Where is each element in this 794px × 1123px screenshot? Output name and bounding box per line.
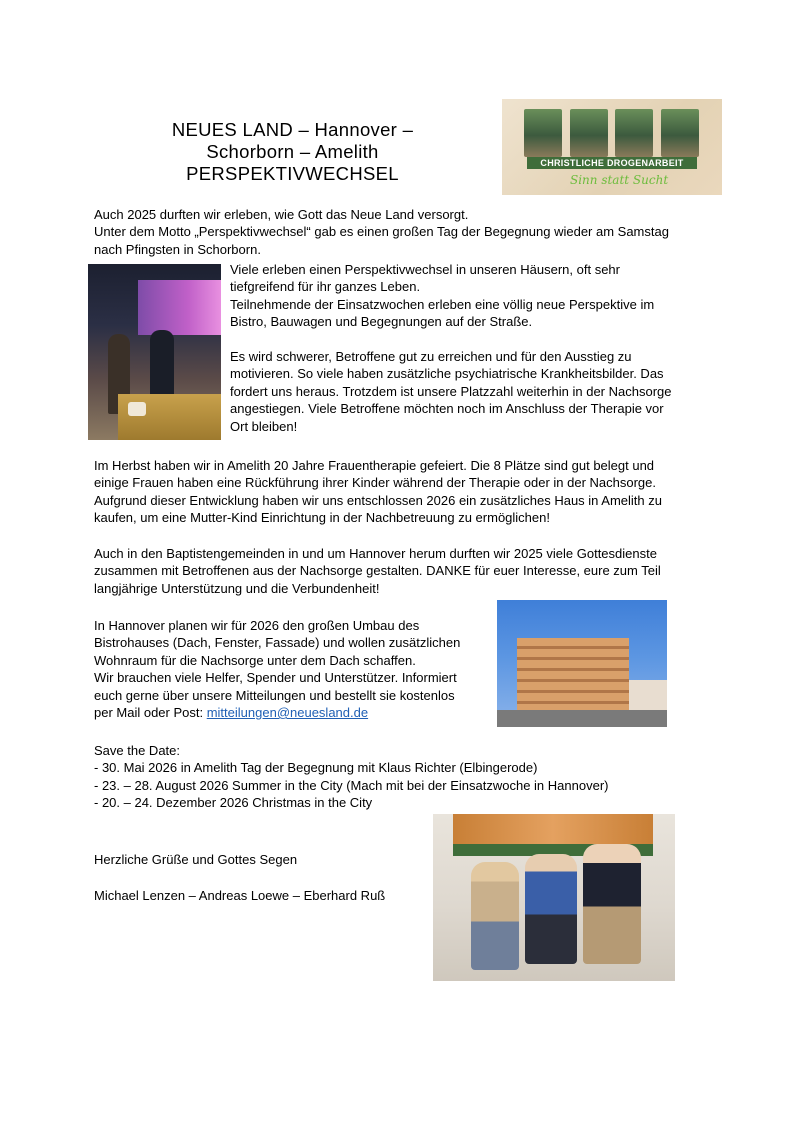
text-line: kaufen, um eine Mutter-Kind Einrichtung in der Nachbetreuung zu ermöglichen!: [94, 510, 550, 526]
greeting-text: Herzliche Grüße und Gottes Segen: [94, 852, 298, 867]
text-line: angestiegen. Viele Betroffene möchten noch im Anschluss der Therapie vor: [230, 401, 664, 417]
text-line: Wohnraum für die Nachsorge unter dem Dach schaffen.: [94, 652, 416, 668]
hannover-paragraph: [94, 617, 460, 721]
logo-letters-image: [524, 109, 699, 157]
amelith-paragraph: [94, 457, 662, 527]
text-line: Auch in den Baptistengemeinden in und um Hannover herum durften wir 2025 viele Gottesdienste: [94, 546, 657, 561]
text-line: Teilnehmende der Einsatzwochen erleben eine völlig neue Perspektive im: [230, 296, 655, 312]
night-city-photo: [88, 264, 221, 440]
save-the-date-section: [94, 742, 608, 812]
text-line: Aufgrund dieser Entwicklung haben wir uns entschlossen 2026 ein zusätzliches Haus in Amelith zu: [94, 492, 662, 508]
text-line: In Hannover planen wir für 2026 den großen Umbau des: [94, 618, 420, 633]
text-line: einige Frauen haben eine Rückführung ihrer Kinder während der Therapie oder in der Nachsorge.: [94, 475, 656, 491]
text-line: zusammen mit Betroffenen aus der Nachsorge gestalten. DANKE für euer Interesse, eure zum Teil: [94, 563, 661, 579]
logo-slogan: Sinn statt Sucht: [570, 173, 669, 187]
text-line: Es wird schwerer, Betroffene gut zu erreichen und für den Ausstieg zu: [230, 349, 632, 364]
text-line: Auch 2025 durften wir erleben, wie Gott das Neue Land versorgt.: [94, 207, 469, 222]
document-title: [120, 119, 465, 185]
title-line-3: PERSPEKTIVWECHSEL: [186, 163, 399, 184]
perspective-paragraph: [230, 261, 654, 331]
text-line: langjährige Unterstützung und die Verbundenheit!: [94, 580, 380, 596]
baptist-paragraph: [94, 545, 661, 597]
greeting: [94, 851, 297, 868]
text-line: Ort bleiben!: [230, 418, 298, 434]
text-line: Wir brauchen viele Helfer, Spender und Unterstützer. Informiert: [94, 670, 457, 686]
logo-banner: CHRISTLICHE DROGENARBEIT: [527, 157, 697, 169]
text-line: Viele erleben einen Perspektivwechsel in unseren Häusern, oft sehr: [230, 262, 620, 277]
neues-land-logo: [502, 99, 722, 195]
text-line: nach Pfingsten in Schorborn.: [94, 241, 261, 257]
save-the-date-item: - 30. Mai 2026 in Amelith Tag der Begegnung mit Klaus Richter (Elbingerode): [94, 760, 538, 776]
text-line: [94, 704, 460, 721]
intro-paragraph: [94, 206, 669, 258]
title-line-1: NEUES LAND – Hannover –: [171, 119, 414, 140]
bistro-building-photo: [497, 600, 667, 727]
text-line: tiefgreifend für ihr ganzes Leben.: [230, 279, 421, 295]
mail-link[interactable]: mitteilungen@neuesland.de: [206, 705, 369, 721]
text-line: Im Herbst haben wir in Amelith 20 Jahre Frauentherapie gefeiert. Die 8 Plätze sind gut belegt und: [94, 458, 655, 473]
save-the-date-item: - 23. – 28. August 2026 Summer in the City (Mach mit bei der Einsatzwoche in Hannover): [94, 777, 609, 793]
text-line: Bistro, Bauwagen und Begegnungen auf der Straße.: [230, 314, 533, 330]
signatures: [94, 887, 385, 904]
text-line: fordert uns heraus. Trotzdem ist unsere Platzzahl weiterhin in der Nachsorge: [230, 383, 672, 399]
text-line: euch gerne über unsere Mitteilungen und bestellt sie kostenlos: [94, 687, 455, 703]
save-the-date-heading: Save the Date:: [94, 743, 180, 758]
difficulty-paragraph: [230, 348, 672, 435]
title-line-2: Schorborn – Amelith: [206, 141, 379, 162]
team-photo: [433, 814, 675, 981]
mail-prefix: per Mail oder Post:: [94, 705, 207, 721]
text-line: motivieren. So viele haben zusätzliche psychiatrische Krankheitsbilder. Das: [230, 366, 664, 382]
text-line: Unter dem Motto „Perspektivwechsel“ gab es einen großen Tag der Begegnung wieder am Samstag: [94, 224, 669, 240]
signatures-text: Michael Lenzen – Andreas Loewe – Eberhard Ruß: [94, 888, 386, 903]
text-line: Bistrohauses (Dach, Fenster, Fassade) und wollen zusätzlichen: [94, 635, 461, 651]
save-the-date-item: - 20. – 24. Dezember 2026 Christmas in the City: [94, 795, 373, 811]
